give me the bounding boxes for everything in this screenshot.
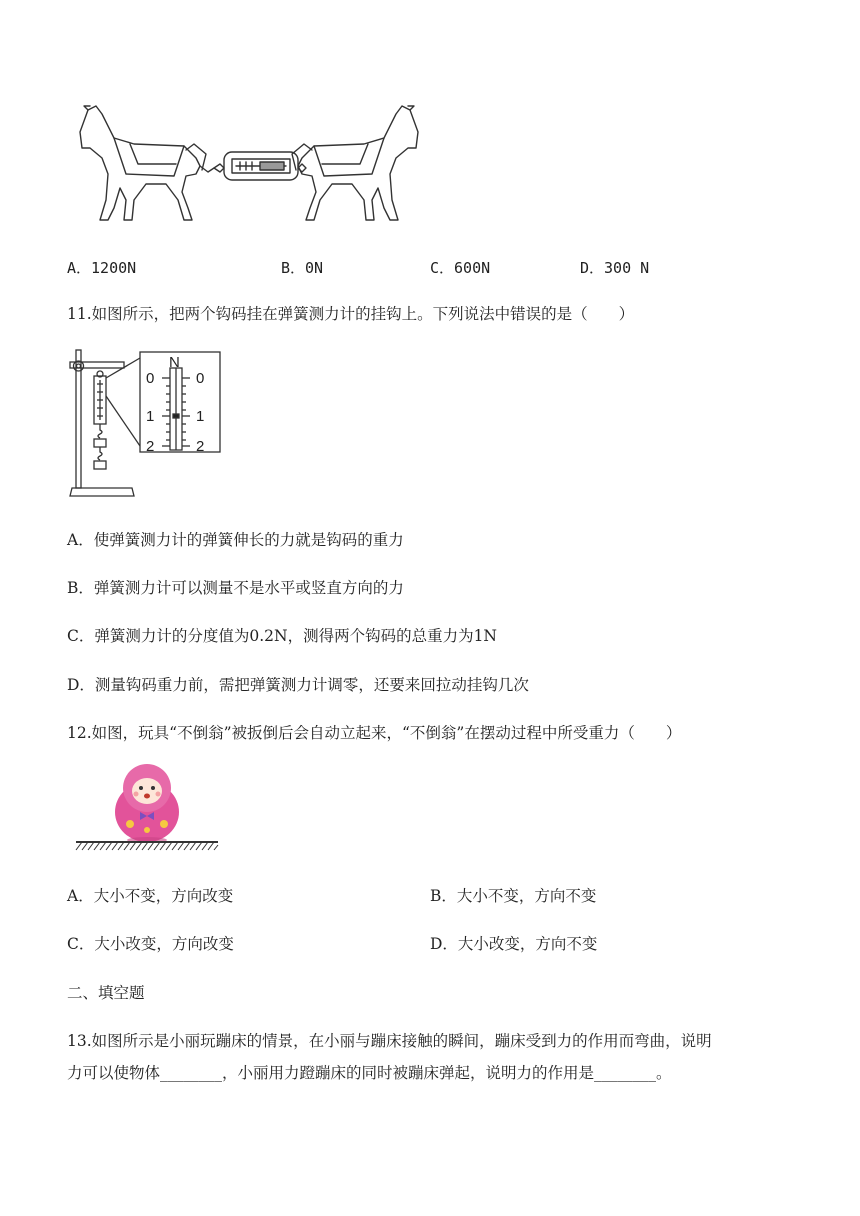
spring-scale-stand-figure [66,346,226,504]
horses-spring-scale-figure [74,104,424,228]
q10-option-b: B．0N [281,259,324,277]
left-horse [80,106,214,220]
q13-line2: 力可以使物体________，小丽用力蹬蹦床的同时被蹦床弹起，说明力的作用是________。 [67,1064,672,1082]
q12-stem: 12.如图，玩具“不倒翁”被扳倒后会自动立起来，“不倒翁”在摆动过程中所受重力（ ） [67,724,682,742]
scale-left-1: 1 [146,408,155,425]
q11-option-c: C．弹簧测力计的分度值为0.2N，测得两个钩码的总重力为1N [67,627,497,645]
q12-option-a: A．大小不变，方向改变 [67,887,234,905]
q10-option-d: D．300 N [580,259,650,277]
scale-unit-label: N [169,354,180,371]
q12-option-c: C．大小改变，方向改变 [67,935,234,953]
q12-option-b: B．大小不变，方向不变 [430,887,597,905]
scale-right-2: 2 [196,438,205,455]
q13-line1: 13.如图所示是小丽玩蹦床的情景，在小丽与蹦床接触的瞬间，蹦床受到力的作用而弯曲，说明 [67,1032,712,1050]
q10-option-c: C．600N [430,259,491,277]
q12-option-d: D．大小改变，方向不变 [430,935,598,953]
right-horse [292,106,418,220]
scale-left-2: 2 [146,438,155,455]
q11-option-a: A．使弹簧测力计的弹簧伸长的力就是钩码的重力 [67,531,404,549]
roly-poly-toy-figure [72,764,222,856]
q11-option-b: B．弹簧测力计可以测量不是水平或竖直方向的力 [67,579,404,597]
q11-option-d: D．测量钩码重力前，需把弹簧测力计调零，还要来回拉动挂钩几次 [67,676,529,694]
q10-option-a: A．1200N [67,259,137,277]
scale-right-0: 0 [196,370,205,387]
section-title: 二、填空题 [67,984,145,1002]
scale-left-0: 0 [146,370,155,387]
scale-right-1: 1 [196,408,205,425]
q11-stem: 11.如图所示，把两个钩码挂在弹簧测力计的挂钩上。下列说法中错误的是（ ） [67,305,635,323]
